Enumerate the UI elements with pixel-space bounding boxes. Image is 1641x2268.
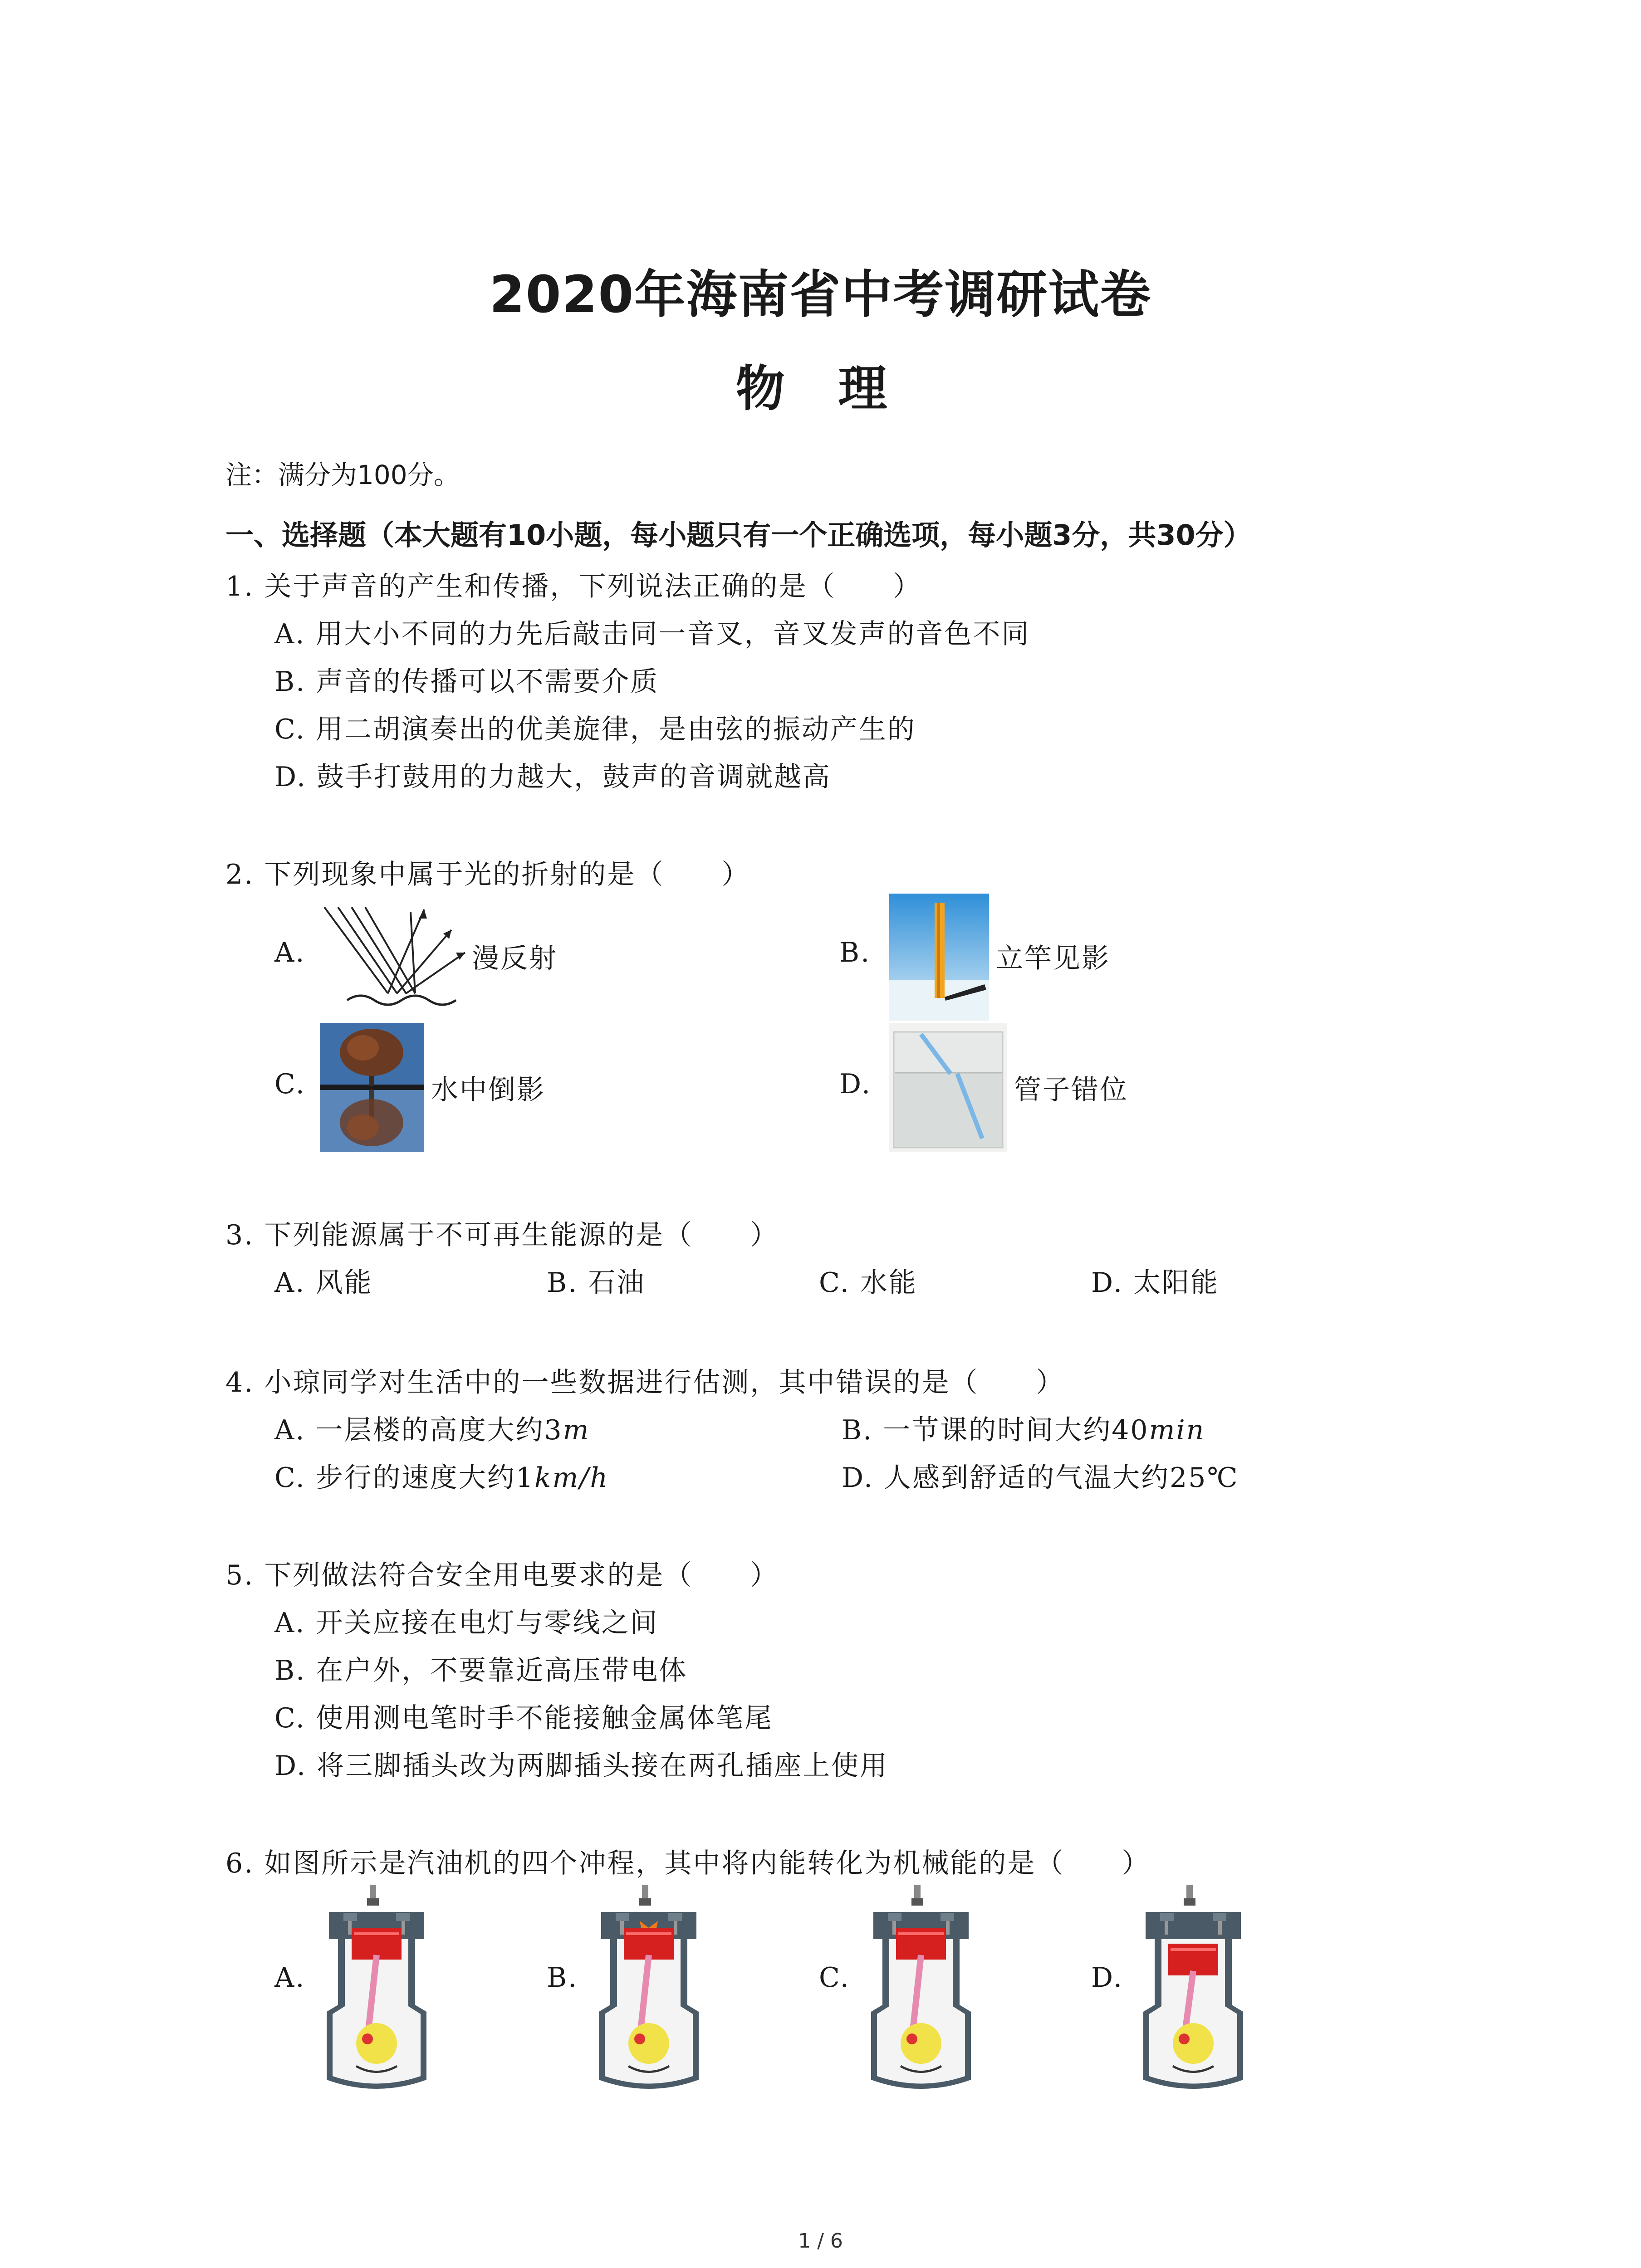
exam-note: 注：满分为100分。 xyxy=(225,459,460,490)
engine-stroke-b-figure xyxy=(592,1885,705,2093)
question-4-stem: 4. 小琼同学对生活中的一些数据进行估测，其中错误的是（ ） xyxy=(225,1367,1065,1398)
question-1-stem: 1. 关于声音的产生和传播，下列说法正确的是（ ） xyxy=(225,571,922,602)
question-6-stem: 6. 如图所示是汽油机的四个冲程，其中将内能转化为机械能的是（ ） xyxy=(225,1848,1151,1879)
page-number: 1 / 6 xyxy=(798,2229,843,2253)
q1-option-b: B. 声音的传播可以不需要介质 xyxy=(274,666,659,698)
q3-option-a: A. 风能 xyxy=(274,1267,373,1299)
tree-reflection-photo xyxy=(320,1023,424,1152)
q2-option-c-label: 水中倒影 xyxy=(431,1074,545,1106)
q6-option-c-letter: C. xyxy=(819,1962,850,1994)
q2-option-b-letter: B. xyxy=(839,937,871,968)
q1-option-a: A. 用大小不同的力先后敲击同一音叉，音叉发声的音色不同 xyxy=(274,618,1030,650)
q2-option-a-label: 漫反射 xyxy=(472,943,558,974)
q5-option-b: B. 在户外，不要靠近高压带电体 xyxy=(274,1655,688,1686)
subject-title: 物 理 xyxy=(735,361,906,417)
section-heading: 一、选择题（本大题有10小题，每小题只有一个正确选项，每小题3分，共30分） xyxy=(225,518,1252,552)
q5-option-a: A. 开关应接在电灯与零线之间 xyxy=(274,1607,659,1639)
question-5-stem: 5. 下列做法符合安全用电要求的是（ ） xyxy=(225,1559,779,1591)
q3-option-c: C. 水能 xyxy=(819,1267,917,1299)
pole-shadow-photo xyxy=(889,894,989,1021)
q3-option-d: D. 太阳能 xyxy=(1091,1267,1220,1299)
engine-stroke-c-figure xyxy=(864,1885,978,2093)
q4-option-d: D. 人感到舒适的气温大约25℃ xyxy=(842,1462,1239,1494)
straw-in-water-photo xyxy=(889,1023,1007,1152)
q4-option-b: B. 一节课的时间大约40min xyxy=(842,1414,1205,1446)
question-2-stem: 2. 下列现象中属于光的折射的是（ ） xyxy=(225,859,750,890)
question-3-stem: 3. 下列能源属于不可再生能源的是（ ） xyxy=(225,1219,779,1251)
diffuse-reflection-figure xyxy=(320,903,474,1016)
engine-stroke-d-figure xyxy=(1136,1885,1250,2093)
q1-option-d: D. 鼓手打鼓用的力越大，鼓声的音调就越高 xyxy=(274,761,832,793)
q4-option-c: C. 步行的速度大约1km/h xyxy=(274,1462,609,1494)
q5-option-c: C. 使用测电笔时手不能接触金属体笔尾 xyxy=(274,1702,773,1734)
q6-option-a-letter: A. xyxy=(274,1962,306,1994)
q2-option-c-letter: C. xyxy=(274,1068,306,1100)
q5-option-d: D. 将三脚插头改为两脚插头接在两孔插座上使用 xyxy=(274,1750,889,1782)
q2-option-b-label: 立竿见影 xyxy=(996,943,1110,974)
q3-option-b: B. 石油 xyxy=(547,1267,646,1299)
page-title: 2020年海南省中考调研试卷 xyxy=(489,265,1152,324)
q2-option-d-label: 管子错位 xyxy=(1014,1074,1128,1106)
q6-option-b-letter: B. xyxy=(547,1962,578,1994)
q4-option-a: A. 一层楼的高度大约3m xyxy=(274,1414,590,1446)
engine-stroke-a-figure xyxy=(320,1885,433,2093)
q2-option-d-letter: D. xyxy=(839,1068,872,1100)
q2-option-a-letter: A. xyxy=(274,937,306,968)
q6-option-d-letter: D. xyxy=(1091,1962,1124,1994)
q1-option-c: C. 用二胡演奏出的优美旋律，是由弦的振动产生的 xyxy=(274,714,916,745)
